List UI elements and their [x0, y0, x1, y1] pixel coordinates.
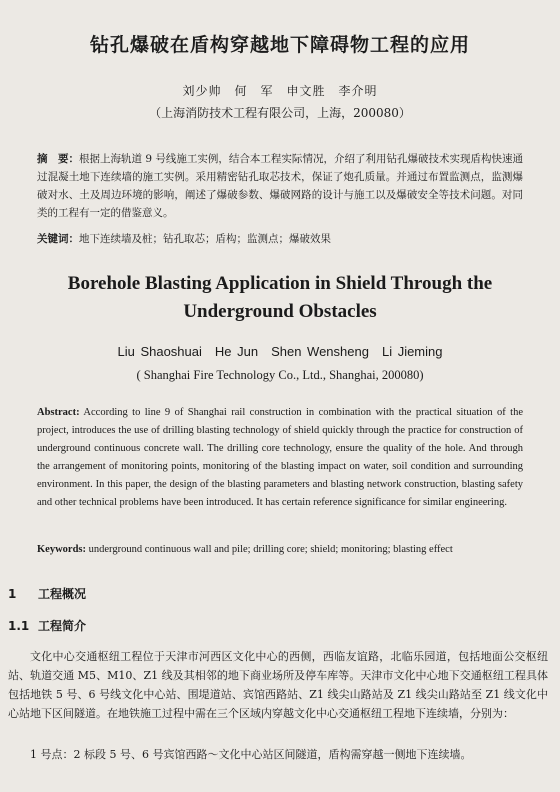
english-title-line-2: Underground Obstacles [183, 301, 377, 322]
section-1-1-heading [8, 617, 86, 634]
chinese-abstract-label: 摘 要： [37, 153, 80, 165]
english-authors: Liu Shaoshuai He Jun Shen Wensheng Li Jieming [117, 344, 443, 359]
section-1-1-title: 工程简介 [38, 619, 87, 633]
english-title [0, 270, 560, 326]
english-keywords-text: underground continuous wall and pile; drilling core; shield; monitoring; blasting effect [86, 544, 453, 555]
english-affiliation: ( Shanghai Fire Technology Co., Ltd., Shanghai, 200080) [136, 368, 424, 382]
chinese-keywords [37, 231, 523, 246]
section-1-number: 1 [8, 587, 17, 601]
chinese-keywords-text: 地下连续墙及桩；钻孔取芯；盾构；监测点；爆破效果 [79, 233, 331, 245]
english-abstract-text: According to line 9 of Shanghai rail construction in combination with the practical situation of the project, introduces the use of drilling blasting technology of shield quickly through the practice for construction of underground continuous concrete wall. The drilling core technology, ensure the quality of the hole. And through the arrangement of monitoring points, monitoring of the blasting impact on water, soil condition and surrounding environment. In this paper, the design of the blasting parameters and blasting network construction, blasting safety and other technical problems have been introduced. It has certain reference significance for similar engineering. [37, 407, 523, 508]
body-paragraph-1: 文化中心交通枢纽工程位于天津市河西区文化中心的西侧，西临友谊路，北临乐园道，包括地面公交枢纽站、轨道交通 M5、M10、Z1 线及其相邻的地下商业场所及停车库等。天津市文化中心地下交通枢纽工程具体包括地铁 5 号、6 号线文化中心站、围堤道站、宾馆西路站、Z1 线尖山路站及 Z1 线尖山路站至 Z1 线文化中心站地下区间隧道。在地铁施工过程中需在三个区域内穿越文化中心交通枢纽工程地下连续墙，分别为： [8, 650, 548, 720]
english-keywords-label: Keywords: [37, 544, 86, 555]
english-title-line-1: Borehole Blasting Application in Shield Through the [67, 273, 493, 294]
chinese-keywords-label: 关键词： [37, 233, 79, 245]
chinese-abstract [37, 150, 523, 222]
chinese-abstract-text: 根据上海轨道 9 号线施工实例，结合本工程实际情况，介绍了利用钻孔爆破技术实现盾构快速通过混凝土地下连续墙的施工实例。采用精密钻孔取芯技术，保证了炮孔质量。并通过布置监测点，监测爆破对水、土及周边环境的影响，阐述了爆破参数、爆破网路的设计与施工以及爆破安全等技术问题。对同类的工程有一定的借鉴意义。 [37, 153, 523, 219]
chinese-title: 钻孔爆破在盾构穿越地下障碍物工程的应用 [89, 34, 470, 56]
section-1-heading [8, 585, 86, 602]
section-1-title: 工程概况 [38, 587, 87, 601]
english-keywords [37, 544, 523, 555]
chinese-affiliation: （上海消防技术工程有限公司，上海，200080） [149, 106, 411, 120]
english-abstract [37, 404, 523, 512]
body-paragraph-2: 1 号点：2 标段 5 号、6 号宾馆西路～文化中心站区间隧道，盾构需穿越一侧地下连续墙。 [30, 748, 472, 761]
english-abstract-label: Abstract: [37, 407, 80, 418]
chinese-authors: 刘少帅 何 军 申文胜 李介明 [182, 84, 378, 98]
section-1-1-number: 1.1 [8, 619, 30, 633]
